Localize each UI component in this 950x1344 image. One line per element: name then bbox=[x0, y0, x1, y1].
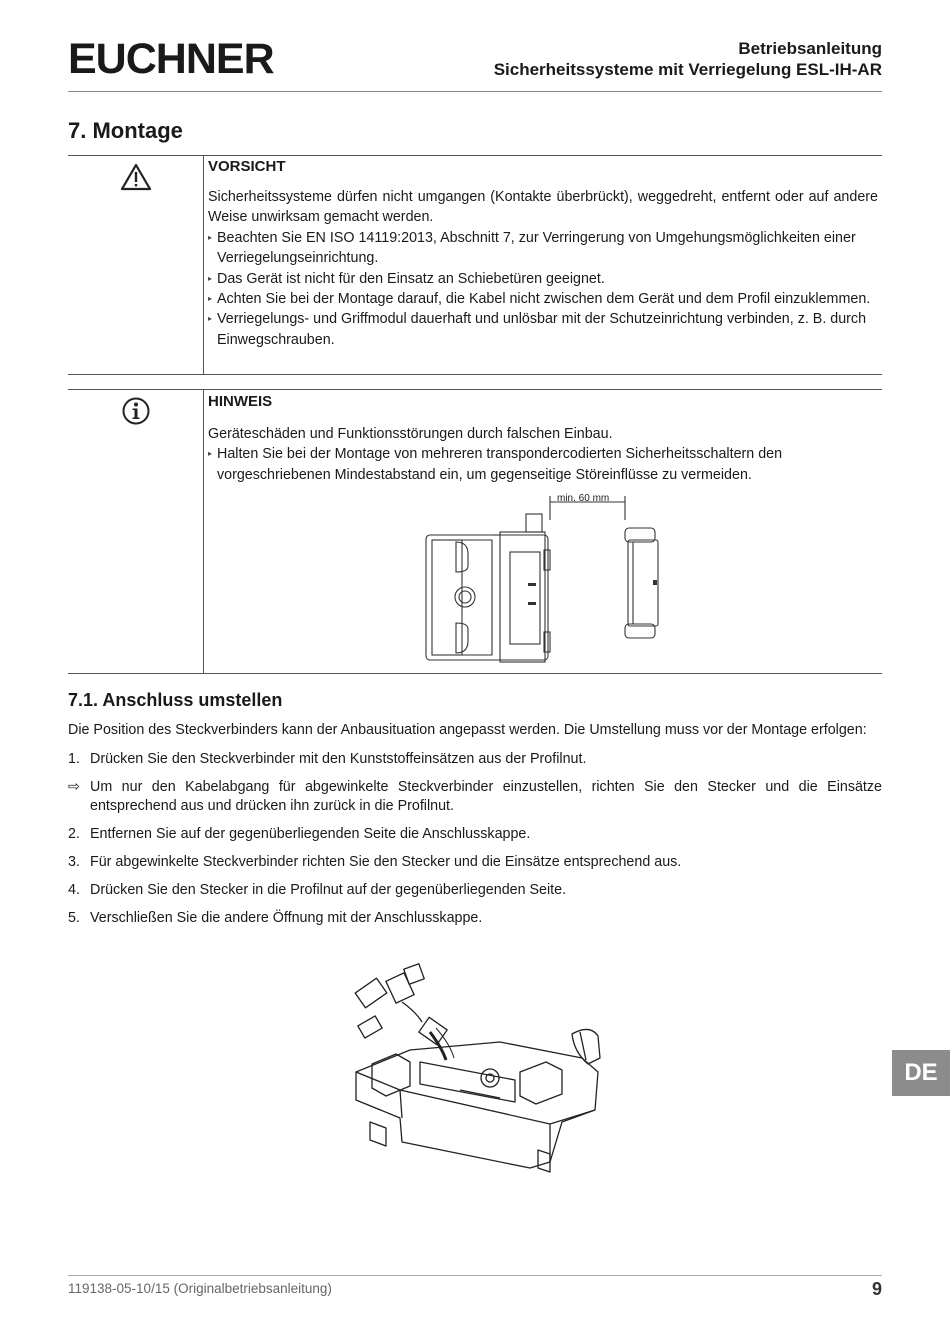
page-number: 9 bbox=[871, 1279, 882, 1299]
list-item bbox=[68, 778, 882, 816]
caution-intro: Sicherheitssysteme dürfen nicht umgangen (Kontakte überbrückt), weggedreht, entfernt oder auf andere Weise unwirksam gemacht werden. bbox=[208, 189, 878, 226]
notice-top-rule bbox=[68, 389, 882, 390]
caution-column-divider bbox=[203, 155, 204, 374]
list-item: ▸ Verriegelungs- und Griffmodul dauerhaft und unlösbar mit der Schutzeinrichtung verbinden, z. B. durch Einwegschrauben. bbox=[208, 309, 878, 350]
footer-divider bbox=[68, 1275, 882, 1276]
notice-content bbox=[208, 424, 878, 485]
notice-title: HINWEIS bbox=[208, 393, 273, 410]
notice-column-divider bbox=[203, 389, 204, 673]
caution-title: VORSICHT bbox=[208, 158, 286, 175]
list-item: ▸ Achten Sie bei der Montage darauf, die Kabel nicht zwischen dem Gerät und dem Profil einzuklemmen. bbox=[208, 289, 878, 309]
list-item: ▸ Beachten Sie EN ISO 14119:2013, Abschnitt 7, zur Verringerung von Umgehungsmöglichkeiten einer Verriegelungseinrichtung. bbox=[208, 228, 878, 269]
caution-content bbox=[208, 187, 878, 350]
doc-title-line1: Betriebsanleitung bbox=[738, 39, 882, 58]
step-text: Um nur den Kabelabgang für abgewinkelte Steckverbinder einzustellen, richten Sie den Stecker und die Einsätze entsprechend aus und drücken ihn zurück in die Profilnut. bbox=[90, 779, 882, 814]
step-marker: 2. bbox=[68, 826, 80, 842]
step-marker: 3. bbox=[68, 854, 80, 870]
brand-logo: EUCHNER bbox=[68, 35, 274, 83]
step-marker: 5. bbox=[68, 910, 80, 926]
step-text: Drücken Sie den Steckverbinder mit den Kunststoffeinsätzen aus der Profilnut. bbox=[90, 751, 587, 767]
list-item bbox=[68, 853, 882, 872]
notice-list bbox=[208, 444, 878, 485]
caution-list bbox=[208, 228, 878, 350]
list-item: ▸ Halten Sie bei der Montage von mehreren transpondercodierten Sicherheitsschaltern den vorgeschriebenen Mindestabstand ein, um gegenseitige Störeinflüsse zu vermeiden. bbox=[208, 444, 878, 485]
connector-illustration bbox=[350, 962, 610, 1182]
section-title: 7. Montage bbox=[68, 118, 183, 143]
step-text: Verschließen Sie die andere Öffnung mit der Anschlusskappe. bbox=[90, 910, 483, 926]
footer-doc-number: 119138-05-10/15 (Originalbetriebsanleitung) bbox=[68, 1281, 332, 1296]
step-marker: 4. bbox=[68, 882, 80, 898]
list-item bbox=[68, 825, 882, 844]
caution-bottom-rule bbox=[68, 374, 882, 375]
notice-intro: Geräteschäden und Funktionsstörungen durch falschen Einbau. bbox=[208, 426, 613, 442]
spacing-dimension-label: min. 60 mm bbox=[557, 493, 610, 504]
list-item: ▸ Das Gerät ist nicht für den Einsatz an Schiebetüren geeignet. bbox=[208, 269, 878, 289]
language-tab: DE bbox=[892, 1050, 950, 1096]
list-item bbox=[68, 909, 882, 928]
subsection-title: 7.1. Anschluss umstellen bbox=[68, 690, 283, 710]
step-marker: 1. bbox=[68, 751, 80, 767]
info-circle-icon bbox=[121, 396, 151, 431]
document-title bbox=[494, 38, 882, 80]
spacing-figure bbox=[420, 490, 670, 675]
header-divider bbox=[68, 91, 882, 92]
caution-top-rule bbox=[68, 155, 882, 156]
step-text: Entfernen Sie auf der gegenüberliegenden Seite die Anschlusskappe. bbox=[90, 826, 531, 842]
result-arrow-icon: ⇨ bbox=[68, 779, 80, 795]
list-item bbox=[68, 750, 882, 769]
step-text: Für abgewinkelte Steckverbinder richten Sie den Stecker und die Einsätze entsprechend aus. bbox=[90, 854, 682, 870]
notice-bottom-rule bbox=[68, 673, 882, 674]
subsection-intro: Die Position des Steckverbinders kann der Anbausituation angepasst werden. Die Umstellung muss vor der Montage erfolgen: bbox=[68, 722, 867, 738]
list-item bbox=[68, 881, 882, 900]
warning-triangle-icon bbox=[120, 163, 152, 196]
doc-title-line2: Sicherheitssysteme mit Verriegelung ESL-IH-AR bbox=[493, 60, 882, 79]
step-text: Drücken Sie den Stecker in die Profilnut auf der gegenüberliegenden Seite. bbox=[90, 882, 567, 898]
